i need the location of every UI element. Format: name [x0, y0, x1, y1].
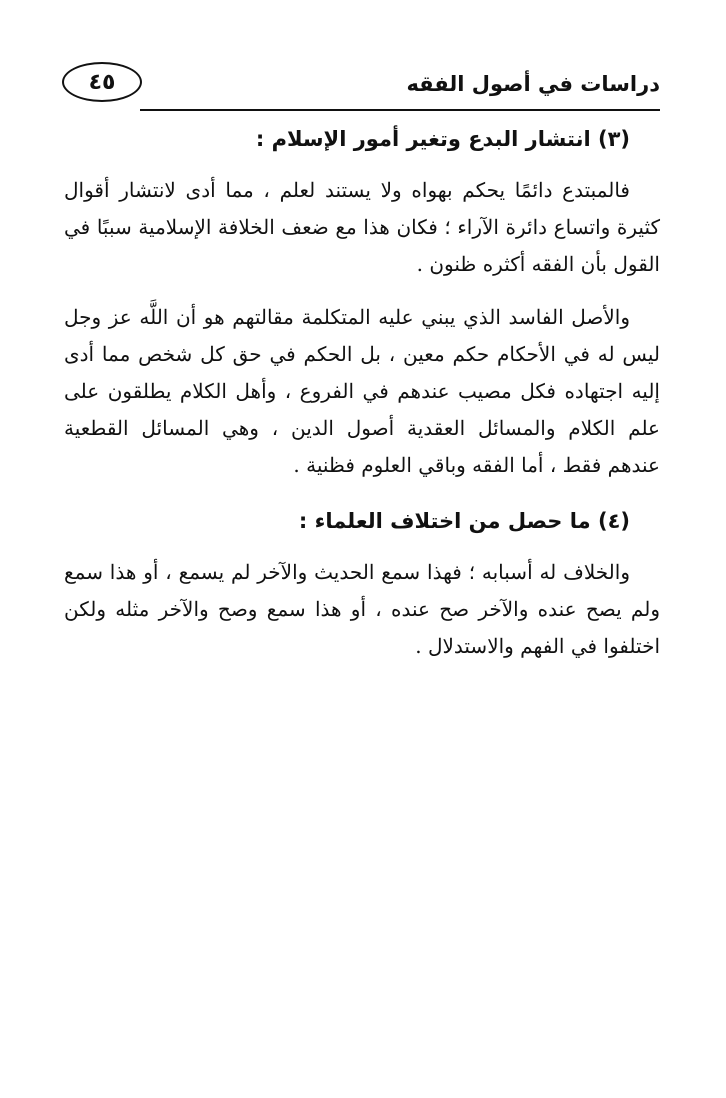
running-title: دراسات في أصول الفقه	[406, 72, 660, 96]
page-number: ٤٥	[88, 69, 116, 95]
section-heading: (٤) ما حصل من اختلاف العلماء :	[298, 509, 630, 533]
header-rule	[140, 109, 660, 111]
section-3	[64, 118, 660, 484]
paragraph: فالمبتدع دائمًا يحكم بهواه ولا يستند لعلم ، مما أدى لانتشار أقوال كثيرة واتساع دائرة الآراء ؛ فكان هذا مع ضعف الخلافة الإسلامية سببًا في القول بأن الفقه أكثره ظنون .	[64, 178, 660, 276]
paragraph: والأصل الفاسد الذي يبني عليه المتكلمة مقالتهم هو أن اللَّه عز وجل ليس له في الأحكام حكم معين ، بل الحكم في حق كل شخص مما أدى إليه اجتهاده فكل مصيب عندهم في الفروع ، وأهل الكلام يطلقون على علم الكلام والمسائل العقدية أصول الدين ، وهي المسائل القطعية عندهم فقط ، أما الفقه وباقي العلوم فظنية .	[64, 305, 660, 477]
section-heading: (٣) انتشار البدع وتغير أمور الإسلام :	[255, 127, 630, 151]
paragraph: والخلاف له أسبابه ؛ فهذا سمع الحديث والآخر لم يسمع ، أو هذا سمع ولم يصح عنده والآخر صح عنده ، أو هذا سمع وصح والآخر مثله ولكن اختلفوا في الفهم والاستدلال .	[64, 560, 660, 658]
page-body	[64, 118, 660, 681]
section-4	[64, 500, 660, 665]
page-number-oval	[62, 62, 142, 102]
page-header	[62, 62, 660, 112]
